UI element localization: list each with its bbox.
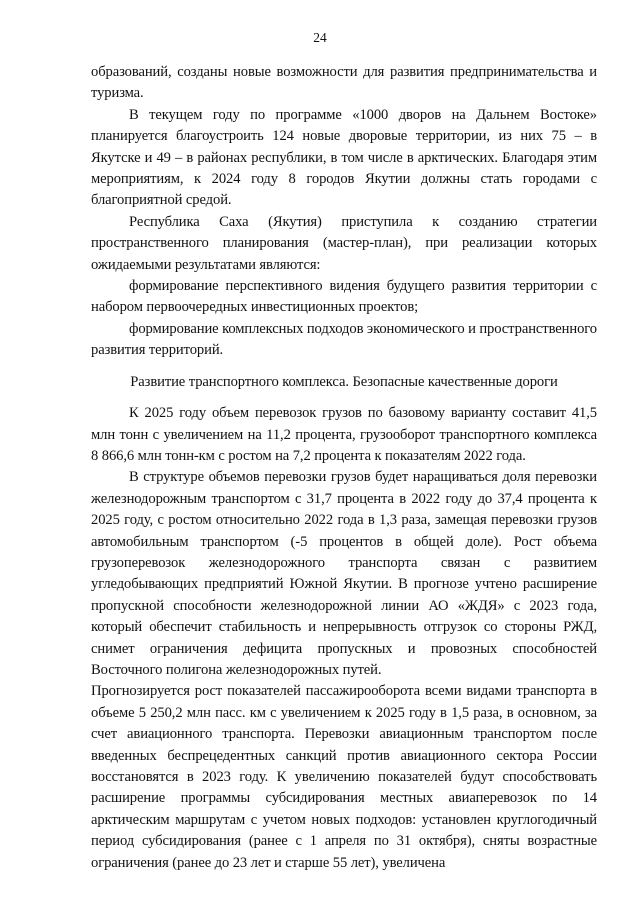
paragraph-courtyards-program: В текущем году по программе «1000 дворов на Дальнем Востоке» планируется благоустроить 124 новые дворовые территории, из них 75 – в Якутске и 49 – в районах республики, в том числе в арктических. Благодаря этим мероприятиям, к 2024 году 8 городов Якутии должны стать городами с благоприятной средой. — [91, 106, 597, 209]
page-number: 24 — [313, 30, 327, 45]
paragraph-rail-share: В структуре объемов перевозки грузов будет наращиваться доля перевозки железнодорожным транспортом с 31,7 процента в 2022 году до 37,4 процента к 2025 году, с ростом относительно 2022 года в 1,3 раза, замещая перевозки грузов автомобильным транспортом (-5 процентов в общей доле). Рост объема грузоперевозок железнодорожного транспорта связан с развитием угледобывающих предприятий Южной Якутии. В прогнозе учтено расширение пропускной способности железнодорожной линии АО «ЖДЯ» с 2023 года, который обеспечит стабильность и непрерывность отгрузок со стороны РЖД, снимет ограничения дефицита пропускных и провозных способностей Восточного полигона железнодорожных путей. — [91, 469, 597, 678]
paragraph-continuation: образований, созданы новые возможности для развития предпринимательства и туризма. — [91, 64, 597, 102]
paragraph-cargo-volume: К 2025 году объем перевозок грузов по базовому варианту составит 41,5 млн тонн с увеличением на 11,2 процента, грузооборот транспортного комплекса 8 866,6 млн тонн-км с ростом на 7,2 процента к показателям 2022 года. — [91, 405, 597, 464]
paragraph-passenger-turnover: Прогнозируется рост показателей пассажирооборота всеми видами транспорта в объеме 5 250,2 млн пасс. км с увеличением к 2025 году в 1,5 раза, в основном, за счет авиационного транспорта. Перевозки авиационным транспортом после введенных беспрецедентных санкций против авиационного сектора России восстановятся в 2023 году. К увеличению показателей будут способствовать расширение программы субсидирования местных авиаперевозок по 14 арктическим маршрутам с учетом новых подходов: установлен круглогодичный период субсидирования (ранее с 1 апреля по 31 октября), сняты возрастные ограничения (ранее до 23 лет и старше 55 лет), увеличена — [91, 683, 597, 871]
paragraph-spatial-planning: Республика Саха (Якутия) приступила к созданию стратегии пространственного планирования (мастер-план), при реализации которых ожидаемыми результатами являются: — [91, 213, 597, 273]
list-item-approaches: формирование комплексных подходов экономического и пространственного развития территорий. — [91, 320, 597, 359]
document-body — [91, 62, 597, 874]
section-heading: Развитие транспортного комплекса. Безопасные качественные дороги — [130, 373, 558, 390]
list-item-vision: формирование перспективного видения будущего развития территории с набором первоочередных инвестиционных проектов; — [91, 278, 597, 316]
